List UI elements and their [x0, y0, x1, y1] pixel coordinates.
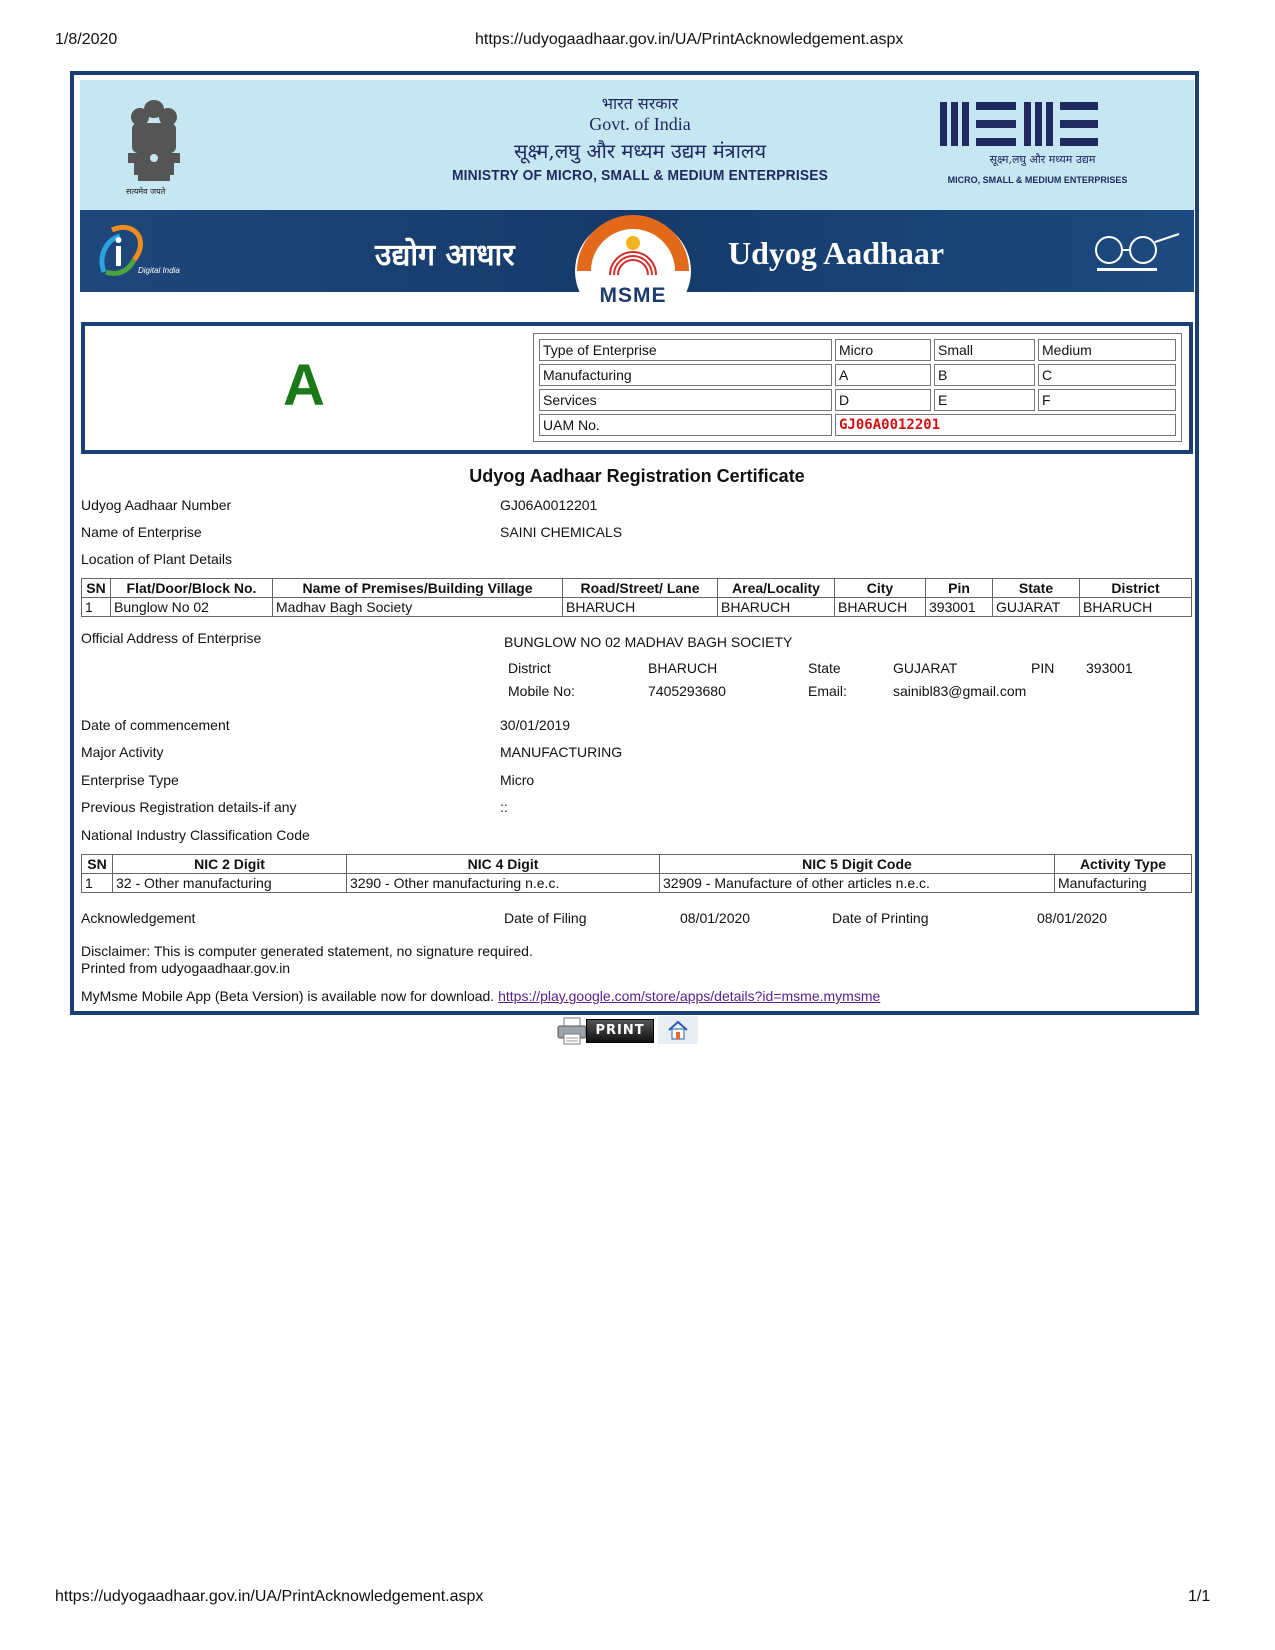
table-cell: BHARUCH: [718, 598, 835, 617]
enterprise-classification-table: [533, 333, 1182, 442]
app-download-link[interactable]: https://play.google.com/store/apps/details?id=msme.mymsme: [498, 988, 881, 1004]
mobile-label: Mobile No:: [508, 683, 575, 699]
major-activity-value: MANUFACTURING: [500, 744, 623, 760]
column-header: Pin: [926, 579, 993, 598]
state-value: GUJARAT: [893, 660, 958, 676]
udyog-aadhaar-hindi: उद्योग आधार: [375, 238, 515, 273]
print-footer-url: https://udyogaadhaar.gov.in/UA/PrintAcknowledgement.aspx: [55, 1588, 484, 1605]
pin-value: 393001: [1086, 660, 1133, 676]
pin-label: PIN: [1031, 660, 1055, 676]
plant-location-label: Location of Plant Details: [81, 551, 232, 567]
email-label: Email:: [808, 683, 847, 699]
filing-date-label: Date of Filing: [504, 910, 587, 926]
table-header-row: [82, 579, 1192, 598]
msme-english-caption: MICRO, SMALL & MEDIUM ENTERPRISES: [947, 175, 1128, 185]
table-cell: Bunglow No 02: [111, 598, 273, 617]
previous-registration-value: ::: [500, 799, 508, 815]
table-cell: Micro: [835, 339, 931, 361]
major-activity-label: Major Activity: [81, 744, 164, 760]
table-cell: BHARUCH: [835, 598, 926, 617]
column-header: Area/Locality: [718, 579, 835, 598]
hindi-govt-title: भारत सरकार: [601, 94, 679, 113]
uam-number: GJ06A0012201: [835, 414, 1176, 436]
home-icon: [667, 1020, 689, 1040]
print-url: https://udyogaadhaar.gov.in/UA/PrintAcknowledgement.aspx: [475, 31, 904, 48]
enterprise-type-value: Micro: [500, 772, 535, 788]
state-label: State: [808, 660, 841, 676]
certificate-title: Udyog Aadhaar Registration Certificate: [469, 466, 805, 486]
table-row: [539, 414, 1176, 436]
table-cell: 3290 - Other manufacturing n.e.c.: [347, 874, 660, 893]
uam-label: UAM No.: [539, 414, 832, 436]
previous-registration-label: Previous Registration details-if any: [81, 799, 297, 815]
uan-label: Udyog Aadhaar Number: [81, 497, 232, 513]
column-header: SN: [82, 579, 111, 598]
table-row: [539, 339, 1176, 361]
disclaimer-text: Disclaimer: This is computer generated statement, no signature required.: [81, 943, 533, 959]
enterprise-name-label: Name of Enterprise: [81, 524, 202, 540]
table-cell: Small: [934, 339, 1035, 361]
official-address-label: Official Address of Enterprise: [81, 630, 262, 646]
column-header: NIC 5 Digit Code: [660, 855, 1055, 874]
home-button[interactable]: [658, 1016, 698, 1044]
printing-date-label: Date of Printing: [832, 910, 929, 926]
printed-from-text: Printed from udyogaadhaar.gov.in: [81, 960, 291, 976]
table-cell: 1: [82, 874, 113, 893]
udyog-aadhaar-english: Udyog Aadhaar: [728, 235, 945, 271]
table-cell: C: [1038, 364, 1176, 386]
app-download-text: MyMsme Mobile App (Beta Version) is available now for download.: [81, 988, 495, 1004]
table-cell: Manufacturing: [539, 364, 832, 386]
govt-of-india: Govt. of India: [589, 114, 691, 134]
nic-code-table: [81, 854, 1192, 893]
acknowledgement-label: Acknowledgement: [81, 910, 196, 926]
district-value: BHARUCH: [648, 660, 718, 676]
column-header: Activity Type: [1055, 855, 1192, 874]
msme-logo-icon: [940, 100, 1136, 150]
table-cell: Madhav Bagh Society: [273, 598, 563, 617]
table-cell: Manufacturing: [1055, 874, 1192, 893]
seal-msme-text: MSME: [599, 284, 667, 307]
ministry-title: MINISTRY OF MICRO, SMALL & MEDIUM ENTERPRISES: [451, 167, 829, 184]
table-row: [82, 874, 1192, 893]
app-download-line: [81, 988, 880, 1004]
column-header: Flat/Door/Block No.: [111, 579, 273, 598]
enterprise-type-label: Enterprise Type: [81, 772, 179, 788]
column-header: Name of Premises/Building Village: [273, 579, 563, 598]
printer-icon[interactable]: [556, 1016, 588, 1046]
commencement-label: Date of commencement: [81, 717, 230, 733]
table-row: [82, 598, 1192, 617]
table-row: [539, 364, 1176, 386]
emblem-caption: सत्यमेव जयते: [126, 187, 166, 196]
digital-india-text: Digital India: [138, 266, 180, 275]
column-header: NIC 4 Digit: [347, 855, 660, 874]
table-cell: 32909 - Manufacture of other articles n.e.c.: [660, 874, 1055, 893]
table-cell: Type of Enterprise: [539, 339, 832, 361]
table-row: [539, 389, 1176, 411]
print-button[interactable]: PRINT: [586, 1019, 654, 1043]
page-number: 1/1: [1188, 1588, 1211, 1605]
printing-date-value: 08/01/2020: [1037, 910, 1108, 926]
plant-location-table: [81, 578, 1192, 617]
column-header: Road/Street/ Lane: [563, 579, 718, 598]
column-header: State: [993, 579, 1080, 598]
column-header: District: [1080, 579, 1192, 598]
enterprise-category-letter: A: [283, 353, 325, 418]
hindi-ministry-title: सूक्ष्म,लघु और मध्यम उद्यम मंत्रालय: [513, 139, 767, 163]
table-cell: BHARUCH: [563, 598, 718, 617]
official-address-line: BUNGLOW NO 02 MADHAV BAGH SOCIETY: [504, 634, 793, 650]
table-cell: 32 - Other manufacturing: [113, 874, 347, 893]
commencement-value: 30/01/2019: [500, 717, 571, 733]
print-date: 1/8/2020: [55, 31, 118, 48]
mobile-value: 7405293680: [648, 683, 726, 699]
table-cell: BHARUCH: [1080, 598, 1192, 617]
table-cell: GUJARAT: [993, 598, 1080, 617]
table-cell: A: [835, 364, 931, 386]
table-cell: D: [835, 389, 931, 411]
table-cell: 1: [82, 598, 111, 617]
column-header: City: [835, 579, 926, 598]
disclaimer: [81, 943, 533, 977]
nic-code-label: National Industry Classification Code: [81, 827, 310, 843]
column-header: SN: [82, 855, 113, 874]
table-cell: Services: [539, 389, 832, 411]
msme-hindi-caption: सूक्ष्म,लघु और मध्यम उद्यम: [989, 153, 1096, 166]
national-emblem-icon: [120, 95, 188, 195]
swachh-bharat-logo-icon: [1083, 232, 1183, 278]
email-value: sainibl83@gmail.com: [893, 683, 1027, 699]
table-cell: F: [1038, 389, 1176, 411]
district-label: District: [508, 660, 551, 676]
filing-date-value: 08/01/2020: [680, 910, 751, 926]
column-header: NIC 2 Digit: [113, 855, 347, 874]
table-cell: Medium: [1038, 339, 1176, 361]
table-cell: 393001: [926, 598, 993, 617]
uan-value: GJ06A0012201: [500, 497, 598, 513]
enterprise-name-value: SAINI CHEMICALS: [500, 524, 623, 540]
table-cell: E: [934, 389, 1035, 411]
table-cell: B: [934, 364, 1035, 386]
table-header-row: [82, 855, 1192, 874]
